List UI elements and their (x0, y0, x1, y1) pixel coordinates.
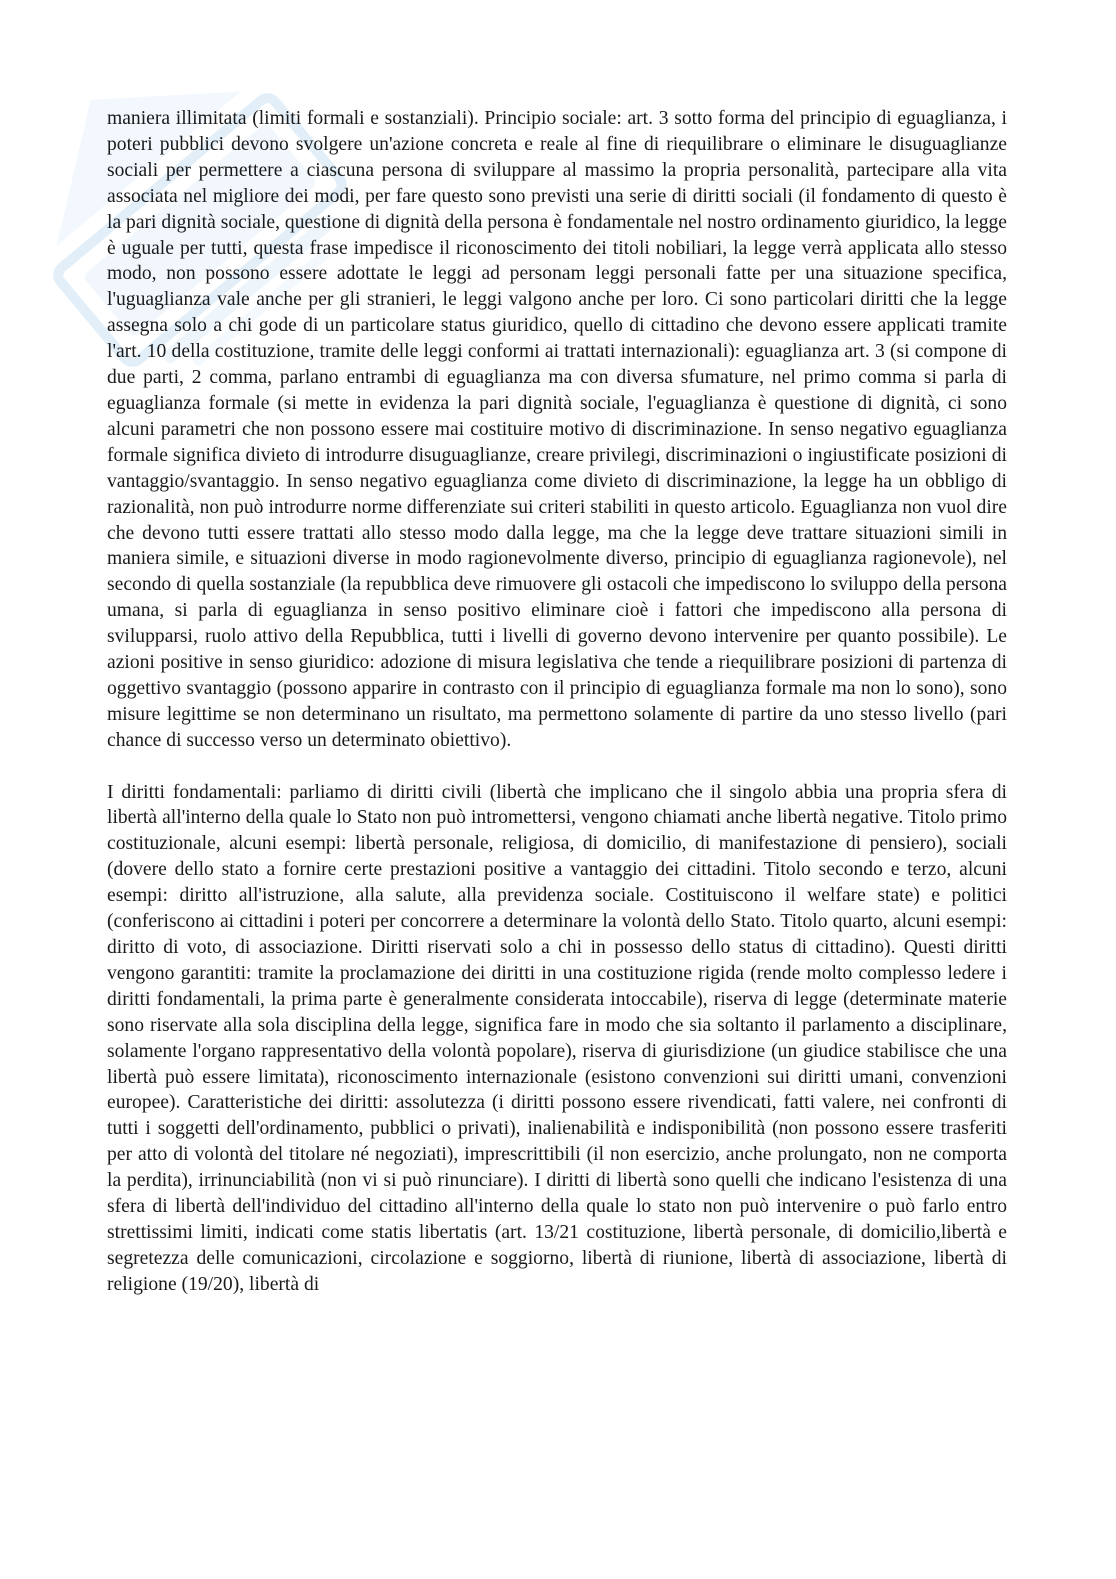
paragraph-1: maniera illimitata (limiti formali e sostanziali). Principio sociale: art. 3 sotto forma del principio di eguaglianza, i poteri pubblici devono svolgere un'azione concreta e reale al fine di riequilibrare o eliminare le disuguaglianze sociali per permettere a ciascuna persona di sviluppare al massimo la propria personalità, partecipare alla vita associata nel migliore dei modi, per fare questo sono previsti una serie di diritti sociali (il fondamento di questo è la pari dignità sociale, questione di dignità della persona è fondamentale nel nostro ordinamento giuridico, la legge è uguale per tutti, questa frase impedisce il riconoscimento dei titoli nobiliari, la legge verrà applicata allo stesso modo, non possono essere adottate le leggi ad personam leggi personali fatte per una situazione specifica, l'uguaglianza vale anche per gli stranieri, le leggi valgono anche per loro. Ci sono particolari diritti che la legge assegna solo a chi gode di un particolare status giuridico, quello di cittadino che devono essere applicati tramite l'art. 10 della costituzione, tramite delle leggi conformi ai trattati internazionali): eguaglianza art. 3 (si compone di due parti, 2 comma, parlano entrambi di eguaglianza ma con diversa sfumature, nel primo comma si parla di eguaglianza formale (si mette in evidenza la pari dignità sociale, l'eguaglianza è questione di dignità, ci sono alcuni parametri che non possono essere mai costituire motivo di discriminazione. In senso negativo eguaglianza formale significa divieto di introdurre disuguaglianze, creare privilegi, discriminazioni o ingiustificate posizioni di vantaggio/svantaggio. In senso negativo eguaglianza come divieto di discriminazione, la legge ha un obbligo di razionalità, non può introdurre norme differenziate sui criteri stabiliti in questo articolo. Eguaglianza non vuol dire che devono tutti essere trattati allo stesso modo dalla legge, ma che la legge deve trattare situazioni simili in maniera simile, e situazioni diverse in modo ragionevolmente diverso, principio di eguaglianza ragionevole), nel secondo di quella sostanziale (la repubblica deve rimuovere gli ostacoli che impediscono lo sviluppo della persona umana, si parla di eguaglianza in senso positivo eliminare cioè i fattori che impediscono alla persona di svilupparsi, ruolo attivo della Repubblica, tutti i livelli di governo devono intervenire per quanto possibile). Le azioni positive in senso giuridico: adozione di misura legislativa che tende a riequilibrare posizioni di partenza di oggettivo svantaggio (possono apparire in contrasto con il principio di eguaglianza formale ma non lo sono), sono misure legittime se non determinano un risultato, ma permettono solamente di partire da uno stesso livello (pari chance di successo verso un determinato obiettivo). (107, 108, 1007, 751)
paragraph-2: I diritti fondamentali: parliamo di diritti civili (libertà che implicano che il singolo abbia una propria sfera di libertà all'interno della quale lo Stato non può intromettersi, vengono chiamati anche libertà negative. Titolo primo costituzionale, alcuni esempi: libertà personale, religiosa, di domicilio, di manifestazione di pensiero), sociali (dovere dello stato a fornire certe prestazioni positive a vantaggio dei cittadini. Titolo secondo e terzo, alcuni esempi: diritto all'istruzione, alla salute, alla previdenza sociale. Costituiscono il welfare state) e politici (conferiscono ai cittadini i poteri per concorrere a determinare la volontà dello Stato. Titolo quarto, alcuni esempi: diritto di voto, di associazione. Diritti riservati solo a chi in possesso dello status di cittadino). Questi diritti vengono garantiti: tramite la proclamazione dei diritti in una costituzione rigida (rende molto complesso ledere i diritti fondamentali, la prima parte è generalmente considerata intoccabile), riserva di legge (determinate materie sono riservate alla sola disciplina della legge, significa fare in modo che sia soltanto il parlamento a disciplinare, solamente l'organo rappresentativo della volontà popolare), riserva di giurisdizione (un giudice stabilisce che una libertà può essere limitata), riconoscimento internazionale (esistono convenzioni sui diritti umani, convenzioni europee). Caratteristiche dei diritti: assolutezza (i diritti possono essere rivendicati, fatti valere, nei confronti di tutti i soggetti dell'ordinamento, pubblici o privati), inalienabilità e indisponibilità (non possono essere trasferiti per atto di volontà del titolare né negoziati), imprescrittibili (il non esercizio, anche prolungato, non ne comporta la perdita), irrinunciabilità (non vi si può rinunciare). I diritti di libertà sono quelli che indicano l'esistenza di una sfera di libertà dell'individuo del cittadino all'interno della quale lo stato non può intervenire o può farlo entro strettissimi limiti, indicati come statis libertatis (art. 13/21 costituzione, libertà personale, di domicilio,libertà e segretezza delle comunicazioni, circolazione e soggiorno, libertà di riunione, libertà di associazione, libertà di religione (19/20), libertà di (107, 781, 1007, 1295)
document-body (107, 106, 1007, 1298)
